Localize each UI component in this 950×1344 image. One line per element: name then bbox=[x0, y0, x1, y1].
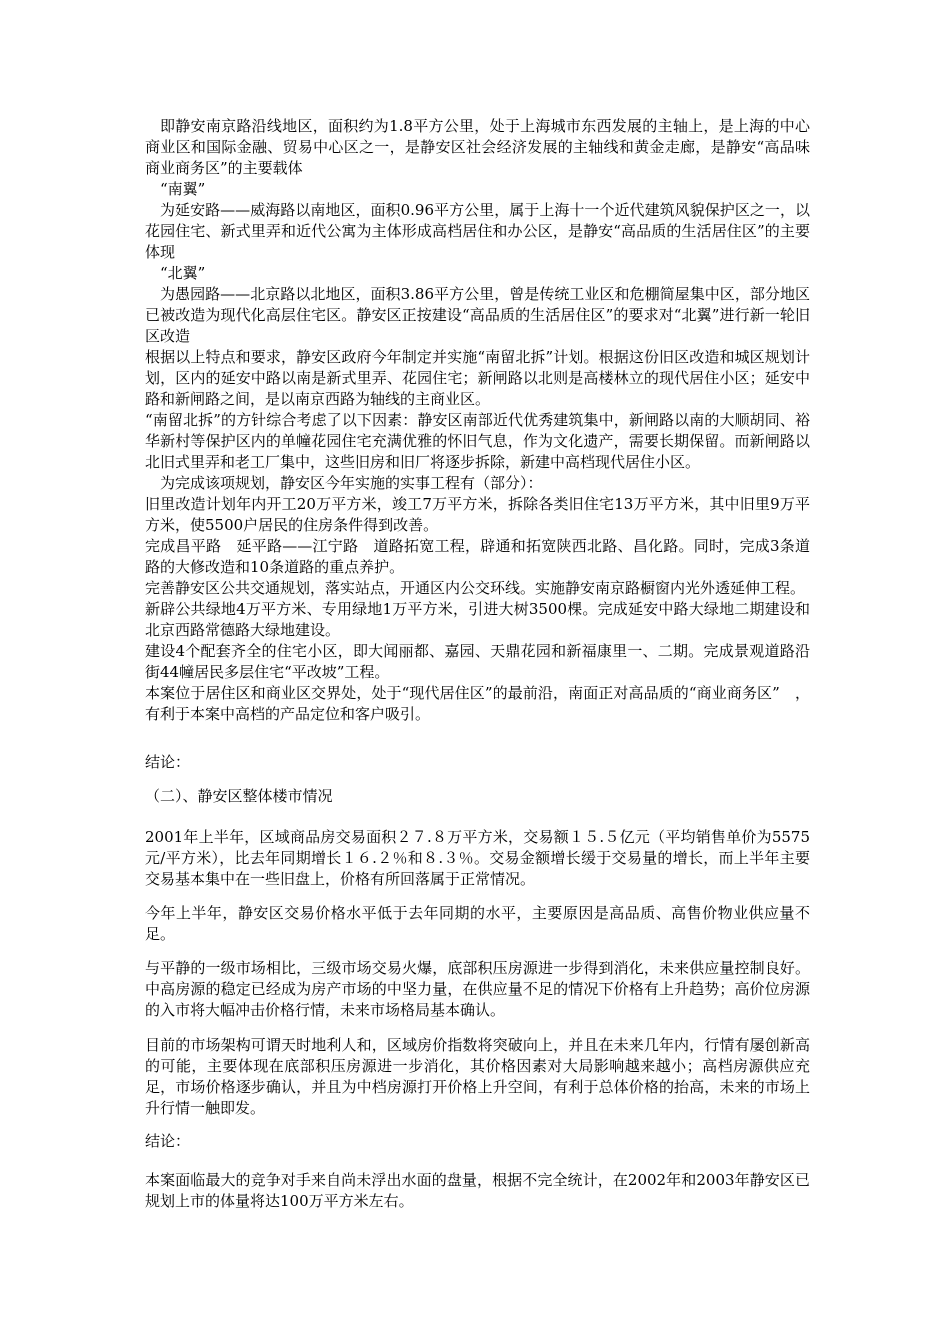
paragraph-project-green: 新辟公共绿地4万平方米、专用绿地1万平方米，引进大树3500棵。完成延安中路大绿地二期建设和北京西路常德路大绿地建设。 bbox=[145, 600, 810, 639]
competition-block bbox=[145, 1170, 810, 1212]
conclusion-label-2: 结论： bbox=[145, 1132, 191, 1150]
market-block-3 bbox=[145, 958, 810, 1021]
paragraph-site-location: 本案位于居住区和商业区交界处，处于“现代居住区”的最前沿，南面正对高品质的“商业商务区” ，有利于本案中高档的产品定位和客户吸引。 bbox=[145, 684, 810, 723]
section-heading-block bbox=[145, 786, 810, 807]
paragraph-project-housing: 旧里改造计划年内开工20万平方米，竣工7万平方米，拆除各类旧住宅13万平方米，其中旧里9万平方米，使5500户居民的住房条件得到改善。 bbox=[145, 495, 810, 534]
paragraph-competition: 本案面临最大的竞争对手来自尚未浮出水面的盘量，根据不完全统计，在2002年和2003年静安区已规划上市的体量将达100万平方米左右。 bbox=[145, 1171, 810, 1210]
conclusion-label-1: 结论： bbox=[145, 753, 191, 771]
market-block-4 bbox=[145, 1035, 810, 1119]
paragraph-project-roads: 完成昌平路 延平路——江宁路 道路拓宽工程，辟通和拓宽陕西北路、昌化路。同时，完成3条道路的大修改造和10条道路的重点养护。 bbox=[145, 537, 810, 576]
paragraph-project-residential: 建设4个配套齐全的住宅小区，即大闻丽都、嘉园、天鼎花园和新福康里一、二期。完成景观道路沿街44幢居民多层住宅“平改坡”工程。 bbox=[145, 642, 810, 681]
paragraph-market-2001: 2001年上半年，区域商品房交易面积２７.８万平方米，交易额１５.５亿元（平均销售单价为5575元/平方米），比去年同期增长１６.２％和８.３％。交易金额增长缓于交易量的增长，而上半年主要交易基本集中在一些旧盘上，价格有所回落属于正常情况。 bbox=[145, 828, 810, 888]
paragraph-north-wing: 为愚园路——北京路以北地区，面积3.86平方公里，曾是传统工业区和危棚简屋集中区，部分地区已被改造为现代化高层住宅区。静安区正按建设“高品质的生活居住区”的要求对“北翼”进行新一轮旧区改造 bbox=[145, 285, 810, 345]
market-block-2 bbox=[145, 903, 810, 945]
paragraph-project-transit: 完善静安区公共交通规划，落实站点，开通区内公交环线。实施静安南京路橱窗内光外透延伸工程。 bbox=[145, 579, 806, 597]
section-heading: （二）、静安区整体楼市情况 bbox=[145, 787, 333, 805]
heading-south-wing: “南翼” bbox=[160, 180, 206, 198]
market-block-1 bbox=[145, 827, 810, 890]
conclusion-block-1 bbox=[145, 752, 810, 773]
paragraph-plan-factors: “南留北拆”的方针综合考虑了以下因素：静安区南部近代优秀建筑集中，新闸路以南的大顺胡同、裕华新村等保护区内的单幢花园住宅充满优雅的怀旧气息，作为文化遗产，需要长期保留。而新闸路以北旧式里弄和老工厂集中，这些旧房和旧厂将逐步拆除，新建中高档现代居住小区。 bbox=[145, 411, 810, 471]
paragraph-south-wing: 为延安路——威海路以南地区，面积0.96平方公里，属于上海十一个近代建筑风貌保护区之一，以花园住宅、新式里弄和近代公寓为主体形成高档居住和办公区，是静安“高品质的生活居住区”的主要体现 bbox=[145, 201, 810, 261]
paragraph-nanjing-road: 即静安南京路沿线地区，面积约为1.8平方公里，处于上海城市东西发展的主轴上，是上海的中心商业区和国际金融、贸易中心区之一，是静安区社会经济发展的主轴线和黄金走廊，是静安“高品味商业商务区”的主要载体 bbox=[145, 117, 810, 177]
conclusion-block-2 bbox=[145, 1131, 810, 1152]
paragraph-tertiary-market: 与平静的一级市场相比，三级市场交易火爆，底部积压房源进一步得到消化，未来供应量控制良好。中高房源的稳定已经成为房产市场的中坚力量，在供应量不足的情况下价格有上升趋势；高价位房源的入市将大幅冲击价格行情，未来市场格局基本确认。 bbox=[145, 959, 810, 1019]
text-block bbox=[145, 116, 810, 725]
paragraph-plan: 根据以上特点和要求，静安区政府今年制定并实施“南留北拆”计划。根据这份旧区改造和城区规划计划，区内的延安中路以南是新式里弄、花园住宅；新闸路以北则是高楼林立的现代居住小区；延安中路和新闸路之间，是以南京西路为轴线的主商业区。 bbox=[145, 348, 810, 408]
heading-north-wing: “北翼” bbox=[160, 264, 206, 282]
paragraph-market-structure: 目前的市场架构可谓天时地利人和，区域房价指数将突破向上，并且在未来几年内，行情有屡创新高的可能，主要体现在底部积压房源进一步消化，其价格因素对大局影响越来越小；高档房源供应充足，市场价格逐步确认，并且为中档房源打开价格上升空间，有利于总体价格的抬高，未来的市场上升行情一触即发。 bbox=[145, 1036, 810, 1117]
paragraph-projects-intro: 为完成该项规划，静安区今年实施的实事工程有（部分）： bbox=[160, 474, 543, 492]
paragraph-price-level: 今年上半年，静安区交易价格水平低于去年同期的水平，主要原因是高品质、高售价物业供应量不足。 bbox=[145, 904, 810, 943]
